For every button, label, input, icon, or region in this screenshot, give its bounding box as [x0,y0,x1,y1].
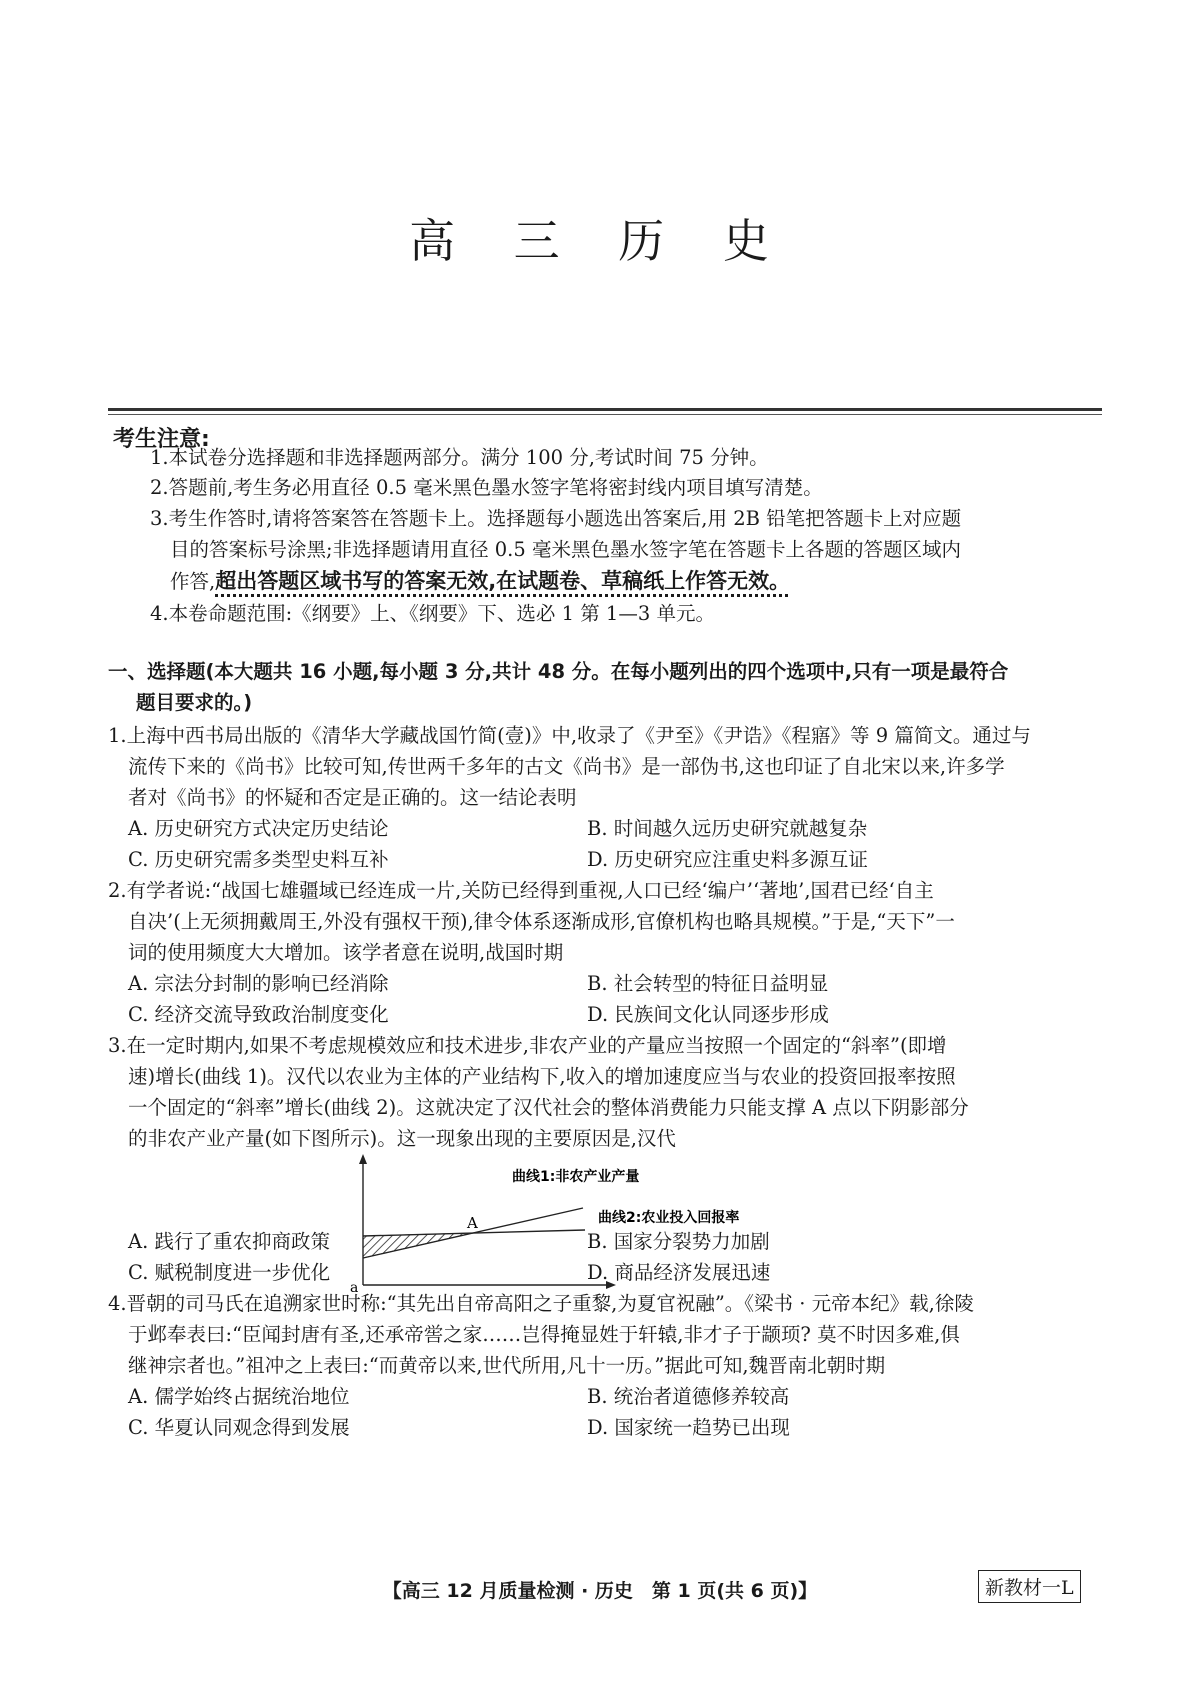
q1-line-1: 1.上海中西书局出版的《清华大学藏战国竹简(壹)》中,收录了《尹至》《尹诰》《程寤》等 9 篇简文。通过与 [108,724,1031,747]
notice-line-3: 3.考生作答时,请将答案答在答题卡上。选择题每小题选出答案后,用 2B 铅笔把答题卡上对应题 [150,507,962,530]
edition-tag: 新教材一L [978,1570,1081,1603]
notice-line-6: 4.本卷命题范围:《纲要》上、《纲要》下、选必 1 第 1—3 单元。 [150,602,715,625]
q3-line-1: 3.在一定时期内,如果不考虑规模效应和技术进步,非农产业的产量应当按照一个固定的“斜率”(即增 [108,1034,947,1057]
y-axis-arrow [359,1154,367,1164]
q2-option-d: D. 民族间文化认同逐步形成 [587,1003,829,1026]
q3-line-2: 速)增长(曲线 1)。汉代以农业为主体的产业结构下,收入的增加速度应当与农业的投资回报率按照 [128,1065,956,1088]
q3-line-4: 的非农产业产量(如下图所示)。这一现象出现的主要原因是,汉代 [128,1127,676,1150]
notice-heading: 考生注意: [113,427,210,452]
q1-option-b: B. 时间越久远历史研究就越复杂 [587,817,868,840]
notice-line-4: 目的答案标号涂黑;非选择题请用直径 0.5 毫米黑色墨水签字笔在答题卡上各题的答题区域内 [170,538,961,561]
page-footer: 【高三 12 月质量检测 · 历史 第 1 页(共 6 页)】 [382,1580,818,1602]
q2-line-1: 2.有学者说:“战国七雄疆域已经连成一片,关防已经得到重视,人口已经‘编户’‘著地’,国君已经‘自主 [108,879,934,902]
q3-option-d: D. 商品经济发展迅速 [587,1261,771,1284]
page-title: 高 三 历 史 [409,214,791,268]
notice-line-5 [170,565,790,595]
q4-option-a: A. 儒学始终占据统治地位 [128,1385,350,1408]
notice-line-1: 1.本试卷分选择题和非选择题两部分。满分 100 分,考试时间 75 分钟。 [150,446,769,469]
q4-option-c: C. 华夏认同观念得到发展 [128,1416,350,1439]
q2-line-3: 词的使用频度大大增加。该学者意在说明,战国时期 [128,941,564,964]
origin-label: a [350,1280,359,1295]
section-heading-2: 题目要求的。) [136,691,253,714]
notice-line-5-prefix: 作答, [170,570,216,593]
curve-2-label: 曲线2:农业投入回报率 [598,1210,740,1226]
q1-option-c: C. 历史研究需多类型史料互补 [128,848,389,871]
q4-line-1: 4.晋朝的司马氏在追溯家世时称:“其先出自帝高阳之子重黎,为夏官祝融”。《梁书 · 元帝本纪》载,徐陵 [108,1292,974,1315]
q3-option-c: C. 赋税制度进一步优化 [128,1261,331,1284]
q2-option-b: B. 社会转型的特征日益明显 [587,972,829,995]
q2-option-a: A. 宗法分封制的影响已经消除 [128,972,389,995]
q3-option-a: A. 践行了重农抑商政策 [128,1230,330,1253]
q2-line-2: 自决’(上无须拥戴周王,外没有强权干预),律令体系逐渐成形,官僚机构也略具规模。”于是,“天下”一 [128,910,955,933]
q4-line-2: 于邺奉表曰:“臣闻封唐有圣,还承帝喾之家……岂得掩显姓于轩辕,非才子于颛顼? 莫不时因多难,俱 [128,1323,960,1346]
header-rule-thin [108,414,1102,415]
notice-line-2: 2.答题前,考生务必用直径 0.5 毫米黑色墨水签字笔将密封线内项目填写清楚。 [150,476,823,499]
notice-emphasis: 超出答题区域书写的答案无效,在试题卷、草稿纸上作答无效。 [215,569,791,593]
point-a-label: A [467,1214,478,1232]
q1-option-d: D. 历史研究应注重史料多源互证 [587,848,868,871]
section-heading-1: 一、选择题(本大题共 16 小题,每小题 3 分,共计 48 分。在每小题列出的四个选项中,只有一项是最符合 [108,660,1009,683]
q1-line-3: 者对《尚书》的怀疑和否定是正确的。这一结论表明 [128,786,577,809]
curve-1-label: 曲线1:非农产业产量 [512,1169,640,1185]
q4-line-3: 继神宗者也。”祖冲之上表曰:“而黄帝以来,世代所用,凡十一历。”据此可知,魏晋南北朝时期 [128,1354,886,1377]
header-rule [108,408,1102,411]
q4-option-d: D. 国家统一趋势已出现 [587,1416,790,1439]
q1-option-a: A. 历史研究方式决定历史结论 [128,817,389,840]
q4-option-b: B. 统治者道德修养较高 [587,1385,790,1408]
q1-line-2: 流传下来的《尚书》比较可知,传世两千多年的古文《尚书》是一部伪书,这也印证了自北宋以来,许多学 [128,755,1005,778]
q3-option-b: B. 国家分裂势力加剧 [587,1230,770,1253]
q3-line-3: 一个固定的“斜率”增长(曲线 2)。这就决定了汉代社会的整体消费能力只能支撑 A 点以下阴影部分 [128,1096,969,1119]
q2-option-c: C. 经济交流导致政治制度变化 [128,1003,389,1026]
